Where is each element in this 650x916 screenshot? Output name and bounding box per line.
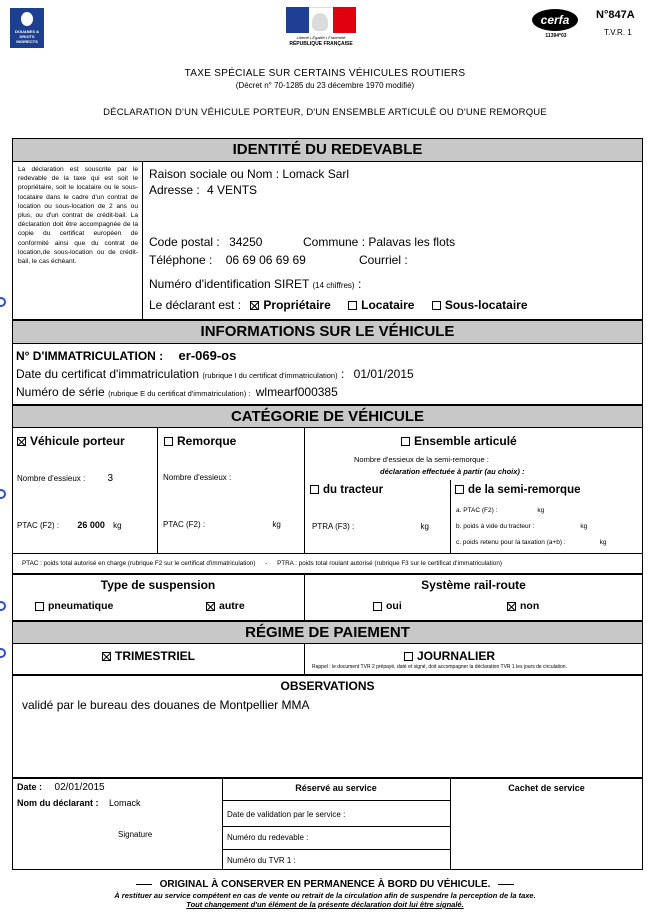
reserve-service-title: Réservé au service (295, 783, 377, 793)
proprietaire-checkbox[interactable] (250, 301, 259, 310)
date-validation-field: Date de validation par le service : (227, 810, 346, 819)
marianne-icon (312, 13, 328, 31)
date-certificat-field[interactable]: Date du certificat d'immatriculation (rubrique I du certificat d'immatriculation) : 01/01/2015 (16, 367, 414, 381)
du-tracteur-option[interactable]: du tracteur (310, 484, 383, 496)
douanes-logo: DOUANES & DROITS INDIRECTS (10, 8, 44, 48)
cachet-service-title: Cachet de service (508, 783, 585, 793)
categorie-footnote: PTAC : poids total autorisé en charge (rubrique F2 sur le certificat d'immatriculation) - PTRA : poids total roulant autorisé (rubrique F3 sur le certificat d'immatriculation) (22, 560, 502, 567)
porteur-checkbox[interactable] (17, 437, 26, 446)
observations-title: OBSERVATIONS (280, 679, 375, 693)
oui-option[interactable]: oui (373, 600, 402, 612)
code-postal-field[interactable]: Code postal : 34250 (149, 235, 263, 249)
semi-ptac-field[interactable]: a. PTAC (F2) : kg (456, 507, 545, 514)
nom-declarant-field[interactable]: Nom du déclarant : Lomack (17, 798, 141, 808)
telephone-field[interactable]: Téléphone : 06 69 06 69 69 (149, 253, 306, 267)
rail-route-title: Système rail-route (421, 578, 526, 592)
ensemble-option[interactable]: Ensemble articulé (401, 434, 517, 448)
courriel-field[interactable]: Courriel : (359, 253, 408, 267)
journalier-option[interactable]: JOURNALIER (404, 649, 495, 663)
numero-tvr-field: Numéro du TVR 1 : (227, 856, 296, 865)
semi-poids-retenu-field[interactable]: c. poids retenu pour la taxation (a+b) : kg (456, 539, 607, 546)
de-semi-checkbox[interactable] (455, 485, 464, 494)
trimestriel-option[interactable]: TRIMESTRIEL (102, 649, 195, 663)
de-semi-option[interactable]: de la semi-remorque (455, 484, 580, 496)
ensemble-essieux[interactable]: Nombre d'essieux de la semi-remorque : (354, 455, 489, 464)
identite-note: La déclaration est souscrite par le redevable de la taxe qui est soit le propriétaire, soit le locataire ou le sous-locataire dans le cadre d'un contrat de location ou sous-location de 2 ans ou plus, ou d'un contrat de crédit-bail. La déclaration doit être accompagnée de la copie du certificat européen de conformité ainsi que du contrat de location,de sous-location ou de crédit-bail, le cas échéant. (18, 166, 138, 266)
porteur-ptac[interactable]: PTAC (F2) : 26 000 kg (17, 520, 122, 530)
form-code: T.V.R. 1 (604, 28, 632, 37)
adresse-field[interactable]: Adresse : 4 VENTS (149, 183, 258, 197)
section-paiement: RÉGIME DE PAIEMENT (12, 621, 643, 644)
porteur-essieux[interactable]: Nombre d'essieux : 3 (17, 473, 114, 484)
paiement-rappel: Rappel : le document TVR 2 prépayé, daté et signé, doit accompagner la déclaration TVR 1 les jours de circulation. (312, 664, 567, 670)
remorque-ptac[interactable]: PTAC (F2) : kg (163, 520, 281, 529)
journalier-checkbox[interactable] (404, 652, 413, 661)
suspension-title: Type de suspension (100, 578, 216, 592)
signature-label: Signature (118, 830, 153, 839)
numero-redevable-field: Numéro du redevable : (227, 833, 309, 842)
immatriculation-field[interactable]: N° D'IMMATRICULATION : er-069-os (16, 348, 237, 363)
ensemble-declaration-hint: déclaration effectuée à partir (au choix) : (380, 467, 525, 476)
side-marker-icon (0, 297, 6, 307)
cerfa-number: 11394*03 (545, 33, 567, 39)
pneumatique-option[interactable]: pneumatique (35, 600, 113, 612)
semi-poids-vide-field[interactable]: b. poids à vide du tracteur : kg (456, 523, 588, 530)
form-number: N°847A (596, 9, 635, 21)
republique-francaise-logo: Liberté • Égalité • Fraternité RÉPUBLIQUE FRANÇAISE (286, 7, 356, 49)
section-vehicule: INFORMATIONS SUR LE VÉHICULE (12, 320, 643, 344)
oui-checkbox[interactable] (373, 602, 382, 611)
changement-notice: Tout changement d'un élément de la présente déclaration doit lui être signalé. (186, 900, 464, 909)
siret-field[interactable]: Numéro d'identification SIRET (14 chiffres) : (149, 277, 362, 291)
locataire-option[interactable]: Locataire (348, 298, 414, 312)
side-marker-icon (0, 489, 6, 499)
numero-serie-field[interactable]: Numéro de série (rubrique E du certificat d'immatriculation) : wlmearf000385 (16, 385, 338, 399)
souslocataire-option[interactable]: Sous-locataire (432, 298, 528, 312)
trimestriel-checkbox[interactable] (102, 652, 111, 661)
side-marker-icon (0, 601, 6, 611)
form-title: TAXE SPÉCIALE SUR CERTAINS VÉHICULES ROUTIERS (184, 68, 466, 79)
original-notice: ORIGINAL À CONSERVER EN PERMANENCE À BORD DU VÉHICULE. (0, 879, 650, 890)
commune-field[interactable]: Commune : Palavas les flots (303, 235, 456, 249)
raison-sociale-field[interactable]: Raison sociale ou Nom : Lomack Sarl (149, 167, 350, 181)
locataire-checkbox[interactable] (348, 301, 357, 310)
categorie-box (12, 427, 643, 574)
form-subtitle: DÉCLARATION D'UN VÉHICULE PORTEUR, D'UN ENSEMBLE ARTICULÉ OU D'UNE REMORQUE (103, 107, 547, 118)
pneumatique-checkbox[interactable] (35, 602, 44, 611)
date-field[interactable]: Date : 02/01/2015 (17, 782, 105, 793)
non-option[interactable]: non (507, 600, 539, 612)
non-checkbox[interactable] (507, 602, 516, 611)
declarant-type: Le déclarant est : Propriétaire Locataire Sous-locataire (149, 298, 528, 312)
cerfa-logo: cerfa (532, 9, 578, 31)
decree-reference: (Décret n° 70-1285 du 23 décembre 1970 modifié) (235, 81, 415, 90)
remorque-essieux[interactable]: Nombre d'essieux : (163, 473, 232, 482)
observations-text[interactable]: validé par le bureau des douanes de Montpellier MMA (22, 698, 310, 712)
restitution-notice: À restituer au service compétent en cas de vente ou retrait de la circulation afin de suspendre la perception de la taxe. (114, 891, 536, 900)
porteur-option[interactable]: Véhicule porteur (17, 434, 125, 448)
autre-option[interactable]: autre (206, 600, 245, 612)
ptra-field[interactable]: PTRA (F3) : kg (312, 522, 429, 531)
proprietaire-option[interactable]: Propriétaire (250, 298, 330, 312)
section-categorie: CATÉGORIE DE VÉHICULE (12, 405, 643, 428)
side-marker-icon (0, 648, 6, 658)
remorque-option[interactable]: Remorque (164, 434, 236, 448)
souslocataire-checkbox[interactable] (432, 301, 441, 310)
remorque-checkbox[interactable] (164, 437, 173, 446)
ensemble-checkbox[interactable] (401, 437, 410, 446)
du-tracteur-checkbox[interactable] (310, 485, 319, 494)
autre-checkbox[interactable] (206, 602, 215, 611)
section-identite: IDENTITÉ DU REDEVABLE (12, 138, 643, 162)
